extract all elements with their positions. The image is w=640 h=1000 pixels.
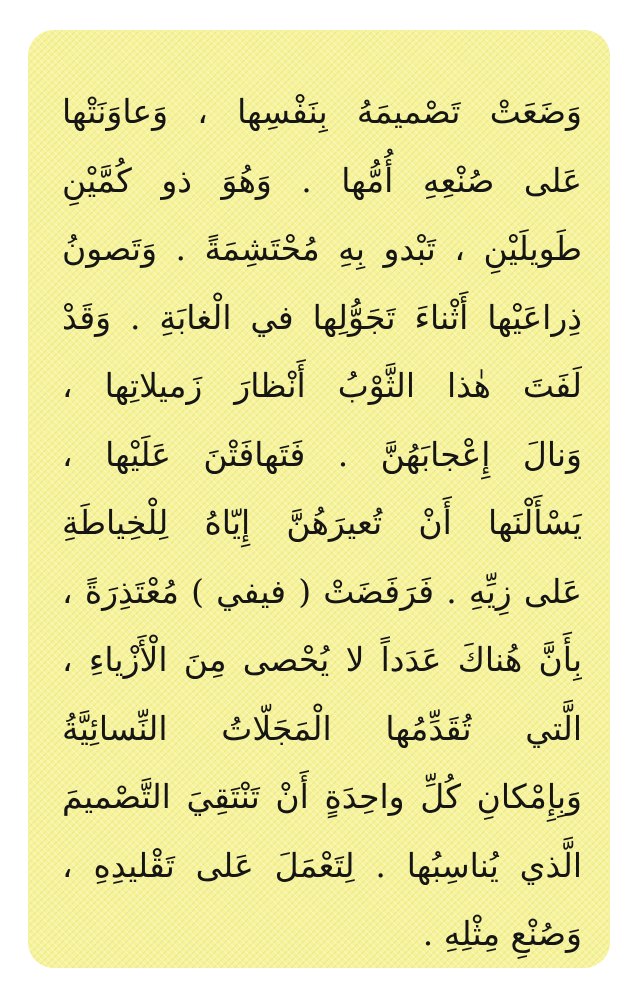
story-line: وَضَعَتْ تَصْميمَهُ بِنَفْسِها ، وَعاوَنَتْها <box>62 92 582 131</box>
story-line: طَويلَيْنِ ، تَبْدو بِهِ مُحْتَشِمَةً . وَتَصونُ <box>62 229 582 268</box>
story-line: عَلى صُنْعِهِ أُمُّها . وَهُوَ ذو كُمَّيْنِ <box>62 160 582 200</box>
story-line: وَبِإِمْكانِ كُلِّ واحِدَةٍ أَنْ تَنْتَقِيَ التَّصْميمَ <box>62 777 582 816</box>
story-line: عَلى زِيِّهِ . فَرَفَضَتْ ( فيفي ) مُعْتَذِرَةً ، <box>62 571 582 611</box>
story-line: الَّذي يُناسِبُها . لِتَعْمَلَ عَلى تَقْليدِهِ ، <box>62 845 582 885</box>
story-line: وَنالَ إِعْجابَهُنَّ . فَتَهافَتْنَ عَلَيْها ، <box>62 434 582 474</box>
story-line: يَسْأَلْنَها أَنْ تُعيرَهُنَّ إِيّاهُ لِلْخِياطَةِ <box>62 503 582 542</box>
story-text <box>62 78 582 968</box>
story-line: الَّتي تُقَدِّمُها الْمَجَلّاتُ النِّسائِيَّةُ <box>62 708 582 748</box>
story-line: بِأَنَّ هُناكَ عَدَداً لا يُحْصى مِنَ الْأَزْياءِ ، <box>62 640 582 679</box>
story-line: ذِراعَيْها أَثْناءَ تَجَوُّلِها في الْغابَةِ . وَقَدْ <box>62 297 582 337</box>
story-line: وَصُنْعِ مِثْلِهِ . <box>422 914 582 953</box>
story-line: لَفَتَ هٰذا الثَّوْبُ أَنْظارَ زَميلاتِها ، <box>62 366 582 405</box>
text-card <box>28 30 610 968</box>
